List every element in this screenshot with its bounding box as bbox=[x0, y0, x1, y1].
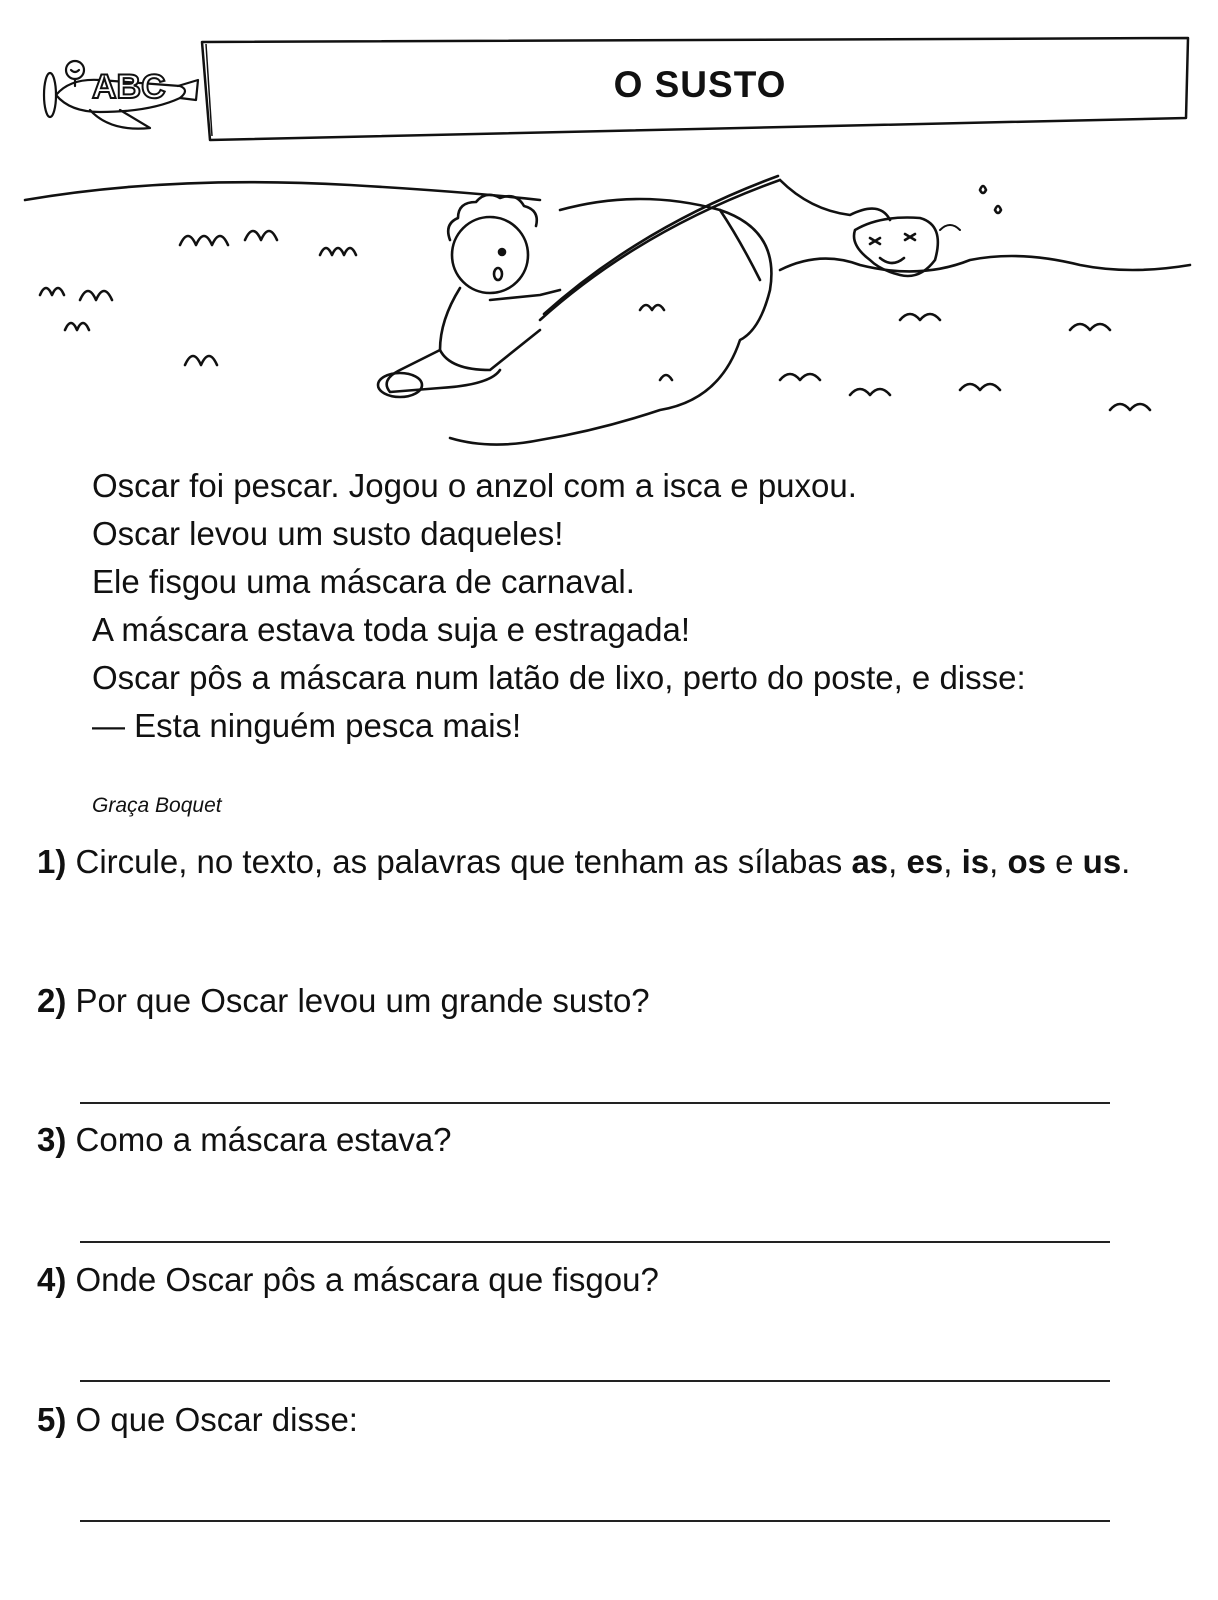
answer-line[interactable] bbox=[80, 1380, 1110, 1382]
question-2 bbox=[37, 977, 1207, 1025]
story-line: — Esta ninguém pesca mais! bbox=[92, 707, 522, 744]
question-3 bbox=[37, 1116, 1207, 1164]
question-number: 3) bbox=[37, 1121, 67, 1158]
question-text: Onde Oscar pôs a máscara que fisgou? bbox=[75, 1261, 659, 1298]
story-line: Ele fisgou uma máscara de carnaval. bbox=[92, 563, 635, 600]
story-line: Oscar pôs a máscara num latão de lixo, perto do poste, e disse: bbox=[92, 659, 1026, 696]
question-1 bbox=[37, 838, 1207, 886]
story-line: A máscara estava toda suja e estragada! bbox=[92, 611, 691, 648]
question-text: Por que Oscar levou um grande susto? bbox=[75, 982, 650, 1019]
syllable-is: is bbox=[961, 843, 990, 880]
story-line: Oscar foi pescar. Jogou o anzol com a isca e puxou. bbox=[92, 467, 857, 504]
question-number: 2) bbox=[37, 982, 67, 1019]
answer-line[interactable] bbox=[80, 1520, 1110, 1522]
separator: , bbox=[989, 843, 1008, 880]
answer-line[interactable] bbox=[80, 1241, 1110, 1243]
story-text bbox=[92, 462, 1202, 750]
question-4 bbox=[37, 1256, 1207, 1304]
boy-fishing-illustration bbox=[20, 170, 1200, 460]
page-title: O SUSTO bbox=[613, 64, 787, 105]
question-end: . bbox=[1121, 843, 1131, 880]
separator: , bbox=[888, 843, 907, 880]
syllable-os: os bbox=[1007, 843, 1046, 880]
question-number: 1) bbox=[37, 843, 67, 880]
airplane-logo-icon bbox=[30, 40, 200, 140]
syllable-es: es bbox=[906, 843, 944, 880]
question-number: 4) bbox=[37, 1261, 67, 1298]
question-text: O que Oscar disse: bbox=[75, 1401, 358, 1438]
separator: e bbox=[1045, 843, 1083, 880]
question-text: Como a máscara estava? bbox=[75, 1121, 452, 1158]
logo-letters: ABC bbox=[92, 68, 166, 106]
story-line: Oscar levou um susto daqueles! bbox=[92, 515, 564, 552]
answer-line[interactable] bbox=[80, 1102, 1110, 1104]
question-text: Circule, no texto, as palavras que tenham as sílabas bbox=[75, 843, 852, 880]
story-author: Graça Boquet bbox=[92, 794, 222, 817]
question-number: 5) bbox=[37, 1401, 67, 1438]
syllable-us: us bbox=[1082, 843, 1122, 880]
separator: , bbox=[943, 843, 962, 880]
syllable-as: as bbox=[851, 843, 889, 880]
question-5 bbox=[37, 1396, 1207, 1444]
